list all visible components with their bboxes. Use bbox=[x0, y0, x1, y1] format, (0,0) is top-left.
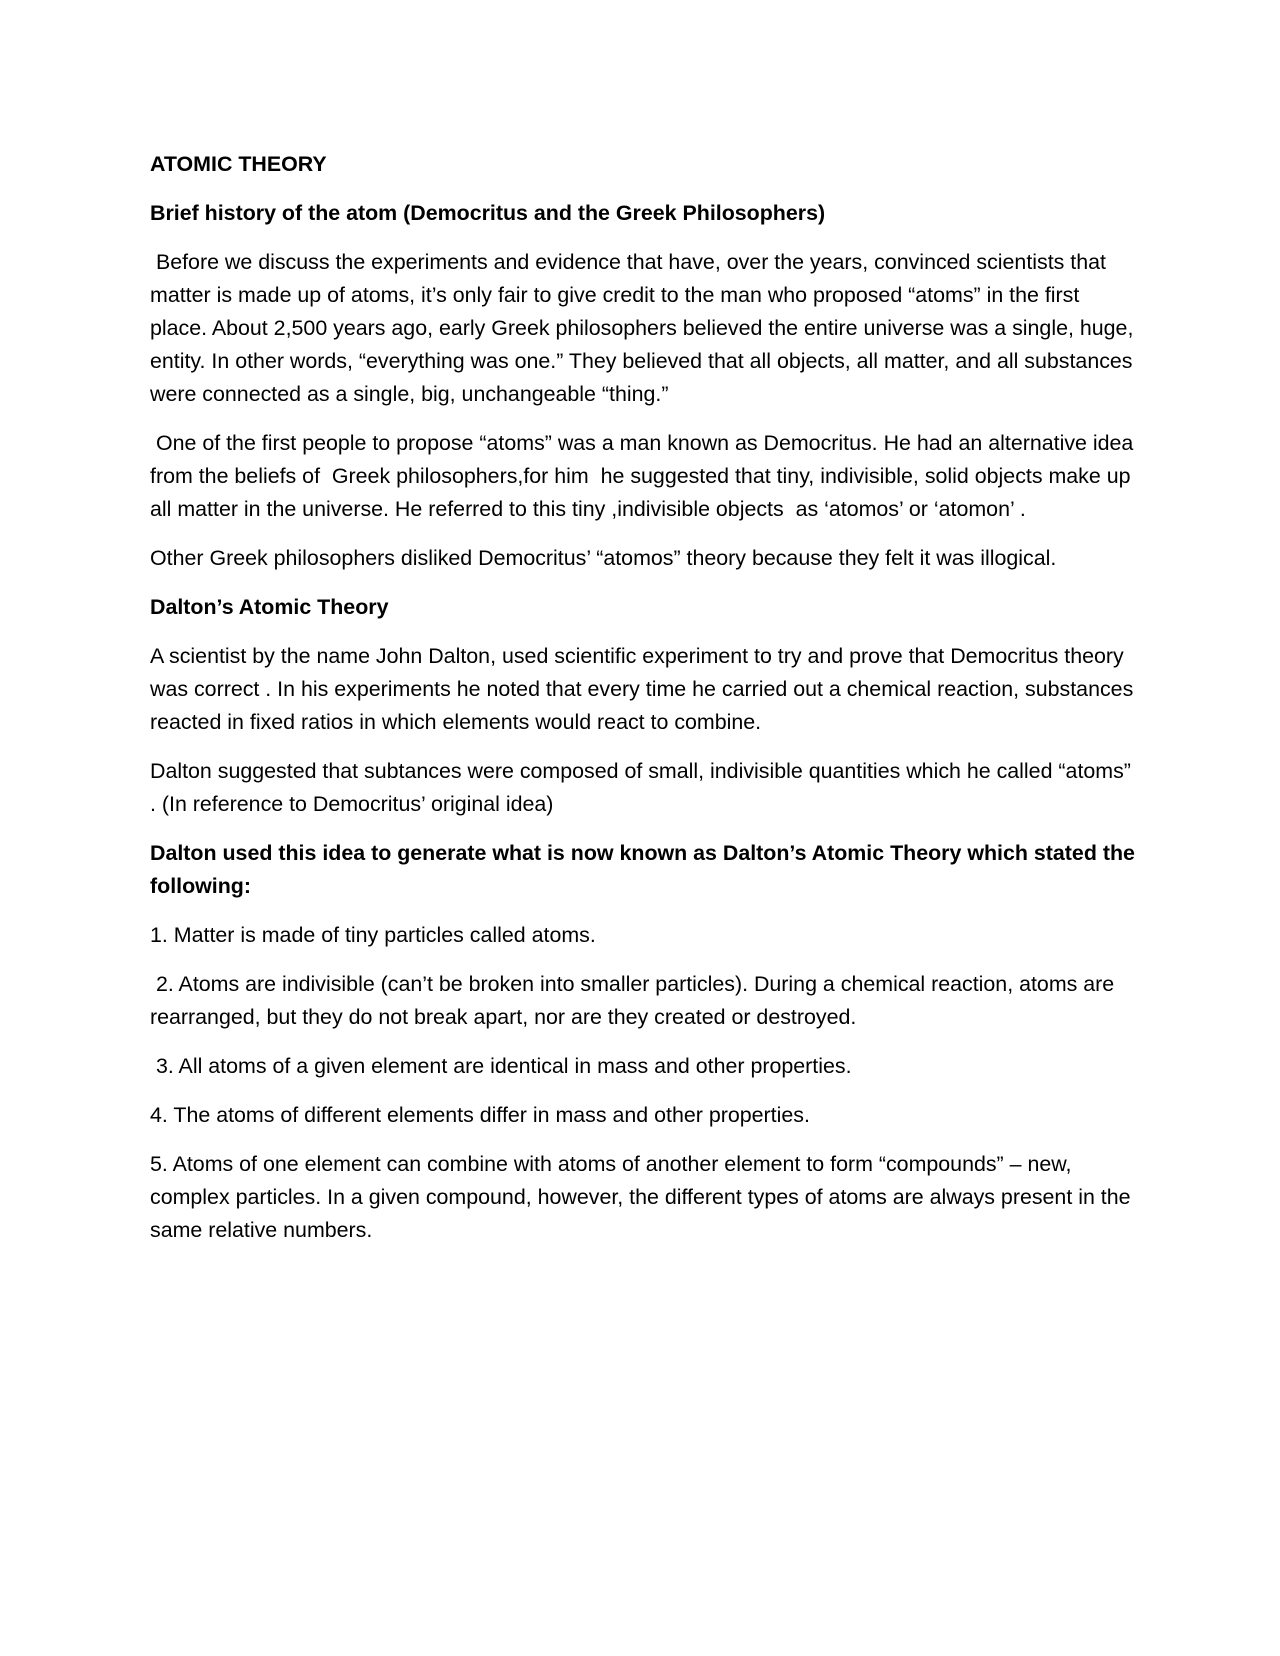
section-heading-dalton: Dalton’s Atomic Theory bbox=[150, 595, 389, 619]
paragraph-greek-philosophers: Before we discuss the experiments and evidence that have, over the years, convinced scientists that matter is made up of atoms, it’s only fair to give credit to the man who proposed “atoms” in the first place. About 2,500 years ago, early Greek philosophers believed the entire universe was a single, huge, entity. In other words, “everything was one.” They believed that all objects, all matter, and all substances were connected as a single, big, unchangeable “thing.” bbox=[150, 250, 1140, 406]
document-page bbox=[150, 148, 1140, 1263]
document-title: ATOMIC THEORY bbox=[150, 152, 327, 176]
paragraph-illogical: Other Greek philosophers disliked Democritus’ “atomos” theory because they felt it was illogical. bbox=[150, 546, 1057, 570]
section-heading-theory-statement: Dalton used this idea to generate what is now known as Dalton’s Atomic Theory which stated the following: bbox=[150, 841, 1135, 898]
paragraph-democritus: One of the first people to propose “atoms” was a man known as Democritus. He had an alternative idea from the beliefs of Greek philosophers,for him he suggested that tiny, indivisible, solid objects make up all matter in the universe. He referred to this tiny ,indivisible objects as ‘atomos’ or ‘atomon’ . bbox=[150, 431, 1140, 521]
list-item-point-5: 5. Atoms of one element can combine with atoms of another element to form “compounds” – new, complex particles. In a given compound, however, the different types of atoms are always present in the same relative numbers. bbox=[150, 1152, 1137, 1242]
section-heading-history: Brief history of the atom (Democritus and the Greek Philosophers) bbox=[150, 201, 826, 225]
list-item-point-1: 1. Matter is made of tiny particles called atoms. bbox=[150, 923, 596, 947]
paragraph-dalton-atoms: Dalton suggested that subtances were composed of small, indivisible quantities which he called “atoms” . (In reference to Democritus’ original idea) bbox=[150, 759, 1131, 816]
list-item-point-2: 2. Atoms are indivisible (can’t be broken into smaller particles). During a chemical reaction, atoms are rearranged, but they do not break apart, nor are they created or destroyed. bbox=[150, 972, 1121, 1029]
list-item-point-3: 3. All atoms of a given element are identical in mass and other properties. bbox=[150, 1054, 852, 1078]
paragraph-dalton-experiment: A scientist by the name John Dalton, used scientific experiment to try and prove that Democritus theory was correct . In his experiments he noted that every time he carried out a chemical reaction, substances reacted in fixed ratios in which elements would react to combine. bbox=[150, 644, 1134, 734]
list-item-point-4: 4. The atoms of different elements differ in mass and other properties. bbox=[150, 1103, 810, 1127]
